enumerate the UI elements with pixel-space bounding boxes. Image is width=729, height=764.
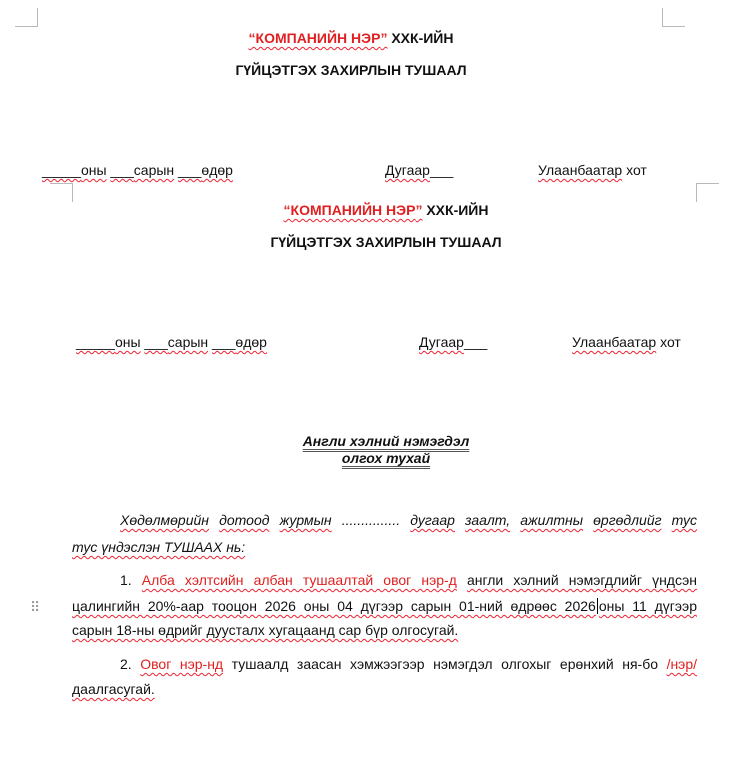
dateline-number-main: Дугаар___ <box>419 334 488 350</box>
item1-line-2: цалингийн 20%-аар тооцон 2026 оны 04 дүгээр сарын 01-ний өдрөөс 2026 оны 11 дүгээр <box>72 598 697 614</box>
company-suffix: ХХК-ИЙН <box>391 30 454 46</box>
item2-red-tail: /нэр/ <box>666 656 698 672</box>
crop-mark-mid-right <box>696 183 719 202</box>
order-title-main: ГҮЙЦЭТГЭХ ЗАХИРЛЫН ТУШААЛ <box>270 234 502 250</box>
company-heading <box>0 29 702 47</box>
item1-number: 1. <box>120 572 132 588</box>
preamble-line-2: тус үндэслэн ТУШААХ нь: <box>72 539 246 555</box>
dateline-city-main: Улаанбаатар хот <box>572 334 681 350</box>
dateline-date: _____оны ___сарын ___өдөр <box>42 162 233 178</box>
text-caret <box>597 598 598 614</box>
item1-line-3: сарын 18-ны өдрийг дуусталх хугацаанд сар бүр олгосугай. <box>72 622 459 638</box>
company-suffix-main: ХХК-ИЙН <box>426 202 489 218</box>
crop-mark-mid-left <box>50 183 73 202</box>
dateline-date-main: _____оны ___сарын ___өдөр <box>76 334 267 350</box>
company-name-main: “КОМПАНИЙН НЭР” <box>283 202 423 218</box>
item1-line-1: 1. Алба хэлтсийн албан тушаалтай овог нэр-д англи хэлний нэмэгдлийг үндсэн <box>120 572 698 588</box>
item1-red-part: Алба хэлтсийн албан тушаалтай овог нэр-д <box>141 572 457 588</box>
drag-handle-icon[interactable]: ⠿ <box>30 599 40 615</box>
item2-line-2: даалгасугай. <box>72 681 155 697</box>
dateline-number: Дугаар___ <box>385 162 454 178</box>
dateline-city: Улаанбаатар хот <box>538 162 647 178</box>
order-title: ГҮЙЦЭТГЭХ ЗАХИРЛЫН ТУШААЛ <box>235 62 467 78</box>
crop-mark-top-right <box>662 8 685 27</box>
subject-line-2: олгох тухай <box>341 450 431 466</box>
preamble-line-1: Хөдөлмөрийн дотоод журмын ............... дугаар заалт, ажилтны өргөдлийг тус <box>120 512 697 528</box>
item2-line-1: 2. Овог нэр-нд тушаалд заасан хэмжээгээр нэмэгдэл олгохыг ерөнхий ня-бо /нэр/ <box>120 656 698 672</box>
item2-red-part: Овог нэр-нд <box>140 656 224 672</box>
subject-line-1: Англи хэлний нэмэгдэл <box>302 433 470 449</box>
company-name: “КОМПАНИЙН НЭР” <box>248 30 388 46</box>
crop-mark-top-left <box>15 8 38 27</box>
company-heading-main <box>35 201 729 219</box>
item2-number: 2. <box>120 656 132 672</box>
